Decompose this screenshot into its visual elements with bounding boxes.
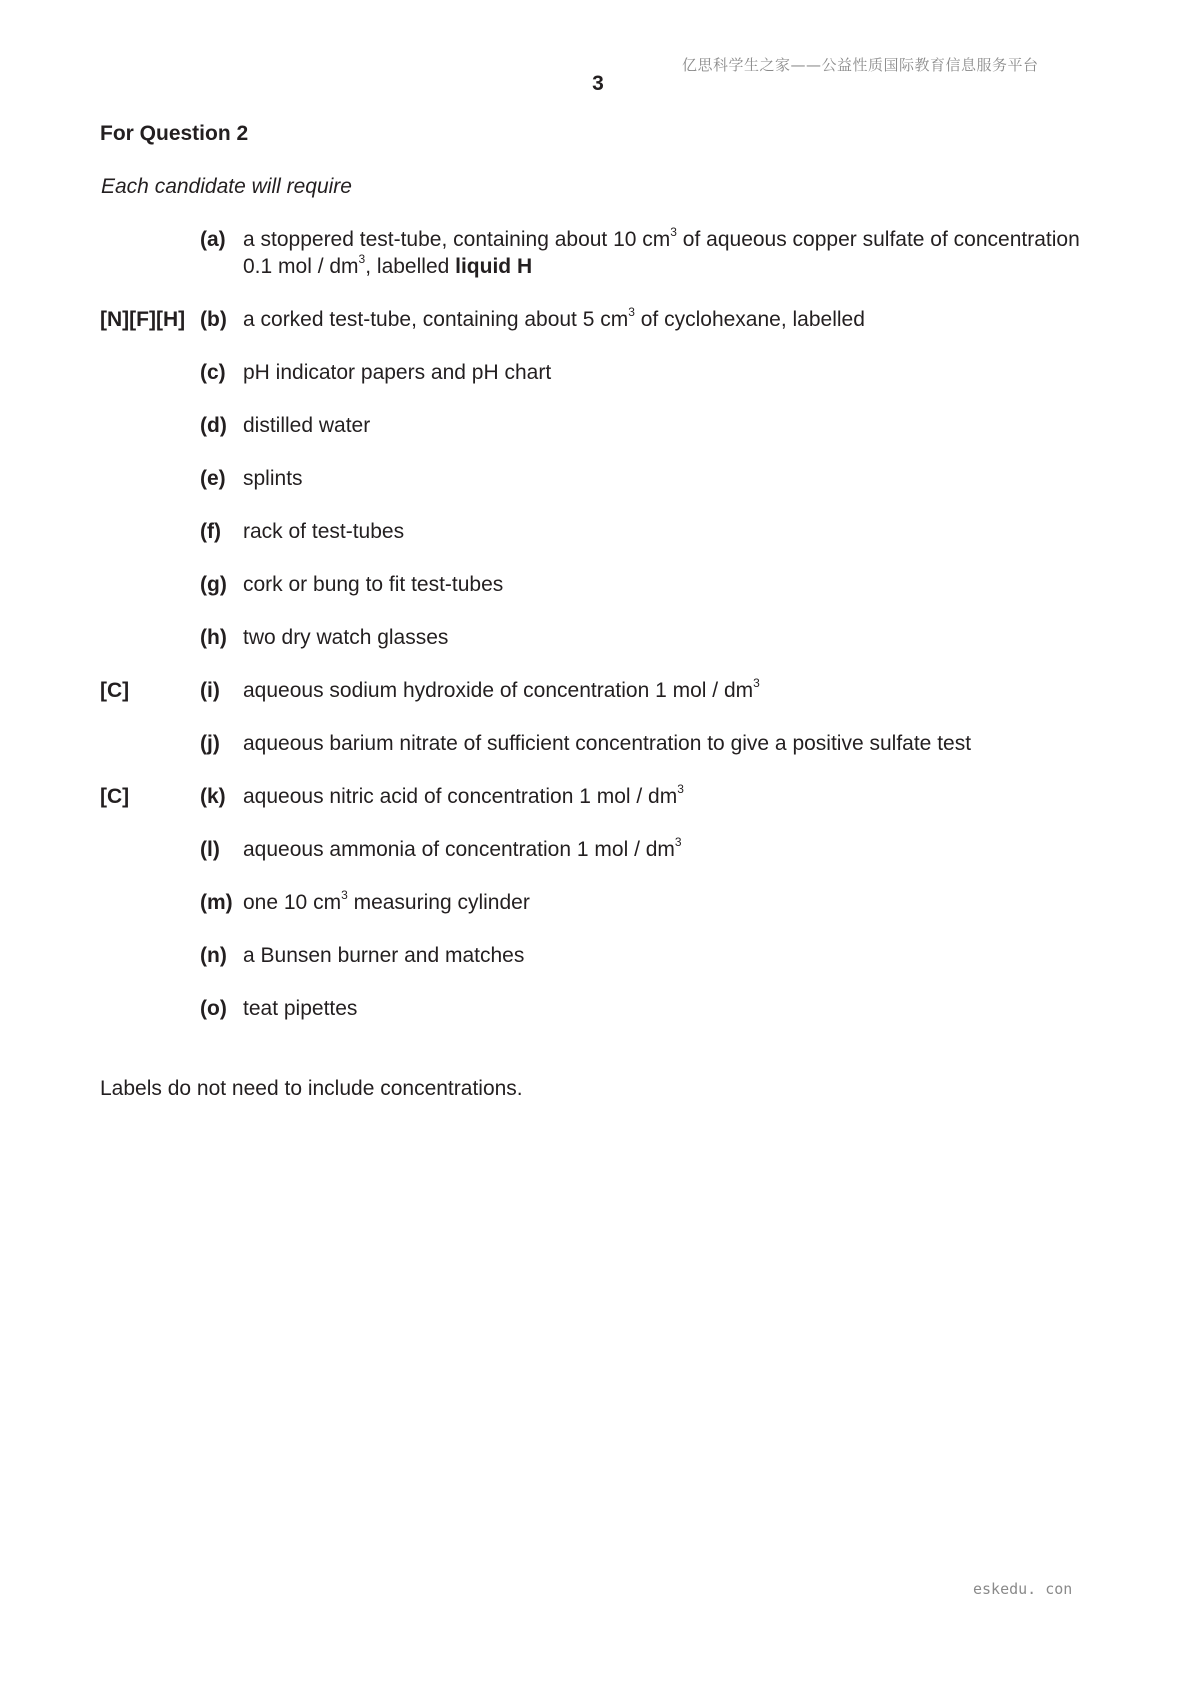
item-text: rack of test-tubes: [243, 520, 405, 543]
item-text: a corked test-tube, containing about 5 $cm^3$ of cyclohexane, labelled: [243, 305, 865, 331]
item-letter: (e): [200, 467, 226, 490]
watermark-header: 亿思科学生之家——公益性质国际教育信息服务平台: [682, 56, 1039, 74]
item-letter: (b): [200, 308, 227, 331]
item-letter: (d): [200, 414, 227, 437]
item-text: teat pipettes: [243, 997, 358, 1020]
item-letter: (m): [200, 891, 233, 914]
item-tag: [C]: [100, 679, 130, 702]
page-number: 3: [592, 72, 604, 95]
item-tag: [C]: [100, 785, 130, 808]
item-letter: (j): [200, 732, 220, 755]
intro-text: Each candidate will require: [101, 175, 352, 198]
watermark-footer: eskedu. con: [973, 1580, 1073, 1598]
item-text: cork or bung to fit test-tubes: [243, 573, 504, 596]
question-heading: For Question 2: [100, 122, 249, 145]
item-text: aqueous ammonia of concentration 1 mol / $dm^3$: [243, 835, 682, 861]
labels-note: Labels do not need to include concentrations.: [100, 1077, 523, 1100]
item-text: pH indicator papers and pH chart: [243, 361, 552, 384]
item-letter: (f): [200, 520, 221, 543]
item-letter: (k): [200, 785, 226, 808]
item-text: aqueous sodium hydroxide of concentration 1 mol / $dm^3$: [243, 676, 760, 702]
item-text: distilled water: [243, 414, 371, 437]
item-letter: (o): [200, 997, 227, 1020]
item-letter: (l): [200, 838, 220, 861]
item-text: aqueous nitric acid of concentration 1 mol / $dm^3$: [243, 782, 684, 808]
item-letter: (i): [200, 679, 220, 702]
item-text: a stoppered test-tube, containing about 10 $cm^3$ of aqueous copper sulfate of concentration 0.1 mol / $dm^3$, labelled liquid H: [243, 225, 1080, 278]
item-letter: (h): [200, 626, 227, 649]
item-letter: (n): [200, 944, 227, 967]
item-letter: (a): [200, 228, 226, 251]
item-text: a Bunsen burner and matches: [243, 944, 525, 967]
item-letter: (g): [200, 573, 227, 596]
liquid-label: liquid H: [455, 255, 533, 278]
item-text: splints: [243, 467, 303, 490]
item-letter: (c): [200, 361, 226, 384]
item-tag: [N][F][H]: [100, 308, 186, 331]
item-text: one 10 $cm^3$ measuring cylinder: [243, 888, 530, 914]
item-text: two dry watch glasses: [243, 626, 449, 649]
item-text: aqueous barium nitrate of sufficient concentration to give a positive sulfate test: [243, 732, 972, 755]
